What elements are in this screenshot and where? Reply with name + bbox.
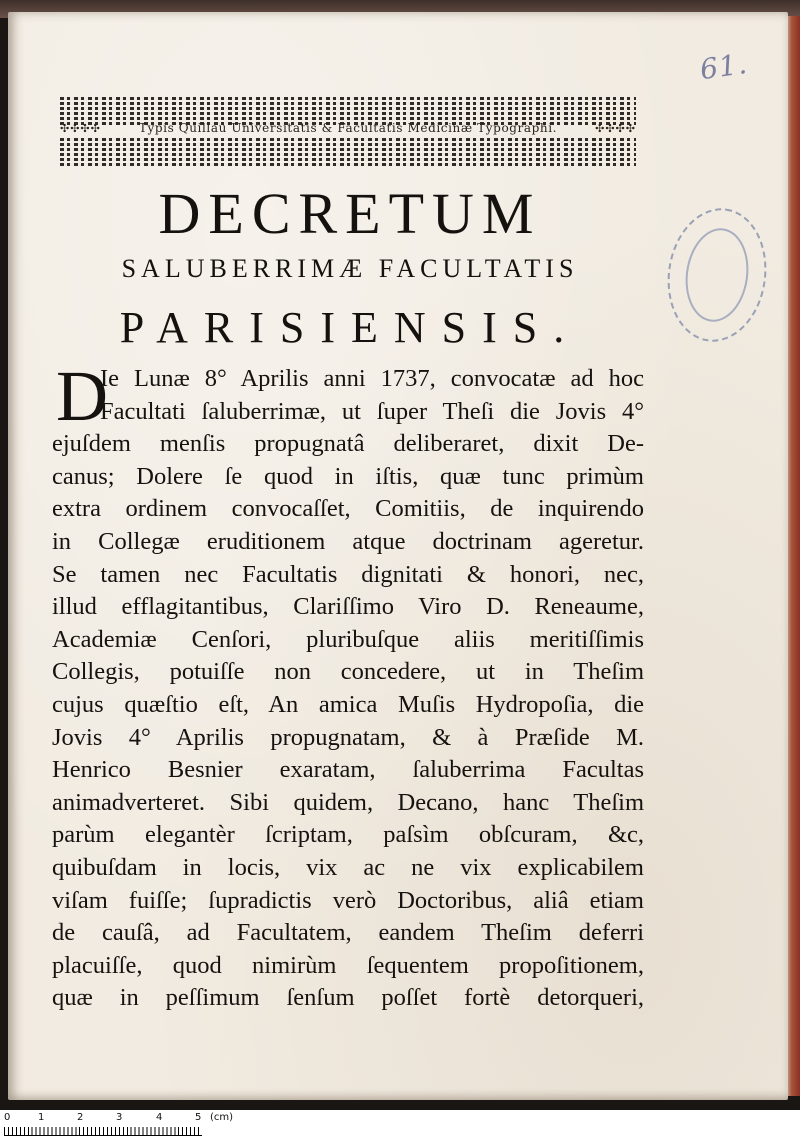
title-line-1: DECRETUM [158,181,542,246]
body-line: Se tamen nec Facultatis dignitati & honori, nec, [52,560,644,588]
folio-number: 61. [697,46,750,87]
body-line: placuiſſe, quod nimirùm ſequentem propoſitionem, [52,951,644,979]
ruler-label: 1 [38,1112,45,1123]
ruler-unit-label: (cm) [210,1112,234,1123]
body-line: canus; Dolere ſe quod in iſtis, quæ tunc primùm [52,462,644,490]
body-line: Collegis, potuiſſe non concedere, ut in Theſim [52,658,644,686]
body-line: quæ in peſſimum ſenſum poſſet fortè detorqueri, [52,984,644,1012]
body-line: Jovis 4° Aprilis propugnatam, & à Præſide M. [52,723,644,751]
body-line: Henrico Besnier exaratam, ſaluberrima Facultas [52,756,644,784]
ruler-label: 2 [77,1112,84,1123]
ornament-band-bottom [60,136,636,166]
page-fore-edge [786,16,800,1096]
body-line: de cauſâ, ad Facultatem, eandem Theſim deferri [52,919,644,947]
body-line: quibuſdam in locis, vix ac ne vix explicabilem [52,853,644,881]
library-stamp-inner [680,224,754,326]
ruler-label: 5 [195,1112,202,1123]
body-text [52,363,644,1015]
flourish-right: ✣✣✣✣ [595,121,636,135]
body-line: ejuſdem menſis propugnatâ deliberaret, dixit De- [52,430,644,458]
ruler-ticks [4,1127,202,1136]
ruler-label: 0 [4,1112,11,1123]
body-line: Academiæ Cenſori, pluribuſque aliis meritiſſimis [52,625,644,653]
ruler-label: 4 [156,1112,163,1123]
printer-imprint-line [60,120,636,136]
printer-imprint: Typis Quillau Universitatis & Facultatis Medicinæ Typographi. [138,121,558,135]
flourish-left: ✣✣✣✣ [60,121,101,135]
scale-ruler [0,1110,800,1138]
title-line-2: SALUBERRIMÆ FACULTATIS [121,254,579,283]
ruler-label: 3 [116,1112,123,1123]
body-line: animadverteret. Sibi quidem, Decano, hanc Theſim [52,788,644,816]
body-line: Ie Lunæ 8° Aprilis anni 1737, convocatæ ad hoc [100,365,644,392]
body-line: in Collegæ eruditionem atque doctrinam ageretur. [52,527,644,555]
body-line: Facultati ſaluberrimæ, ut ſuper Theſi die Jovis 4° [100,397,644,425]
body-line: cujus quæſtio eſt, An amica Muſis Hydropoſia, die [52,690,644,718]
title-line-3: PARISIENSIS. [119,303,581,352]
body-line: viſam fuiſſe; ſupradictis verò Doctoribus, aliâ etiam [52,886,644,914]
body-line: parùm elegantèr ſcriptam, paſsìm obſcuram, &c, [52,821,644,849]
body-line: extra ordinem convocaſſet, Comitiis, de inquirendo [52,495,644,523]
drop-capital: D [56,356,108,436]
body-line: illud efflagitantibus, Clariſſimo Viro D. Reneaume, [52,593,644,621]
